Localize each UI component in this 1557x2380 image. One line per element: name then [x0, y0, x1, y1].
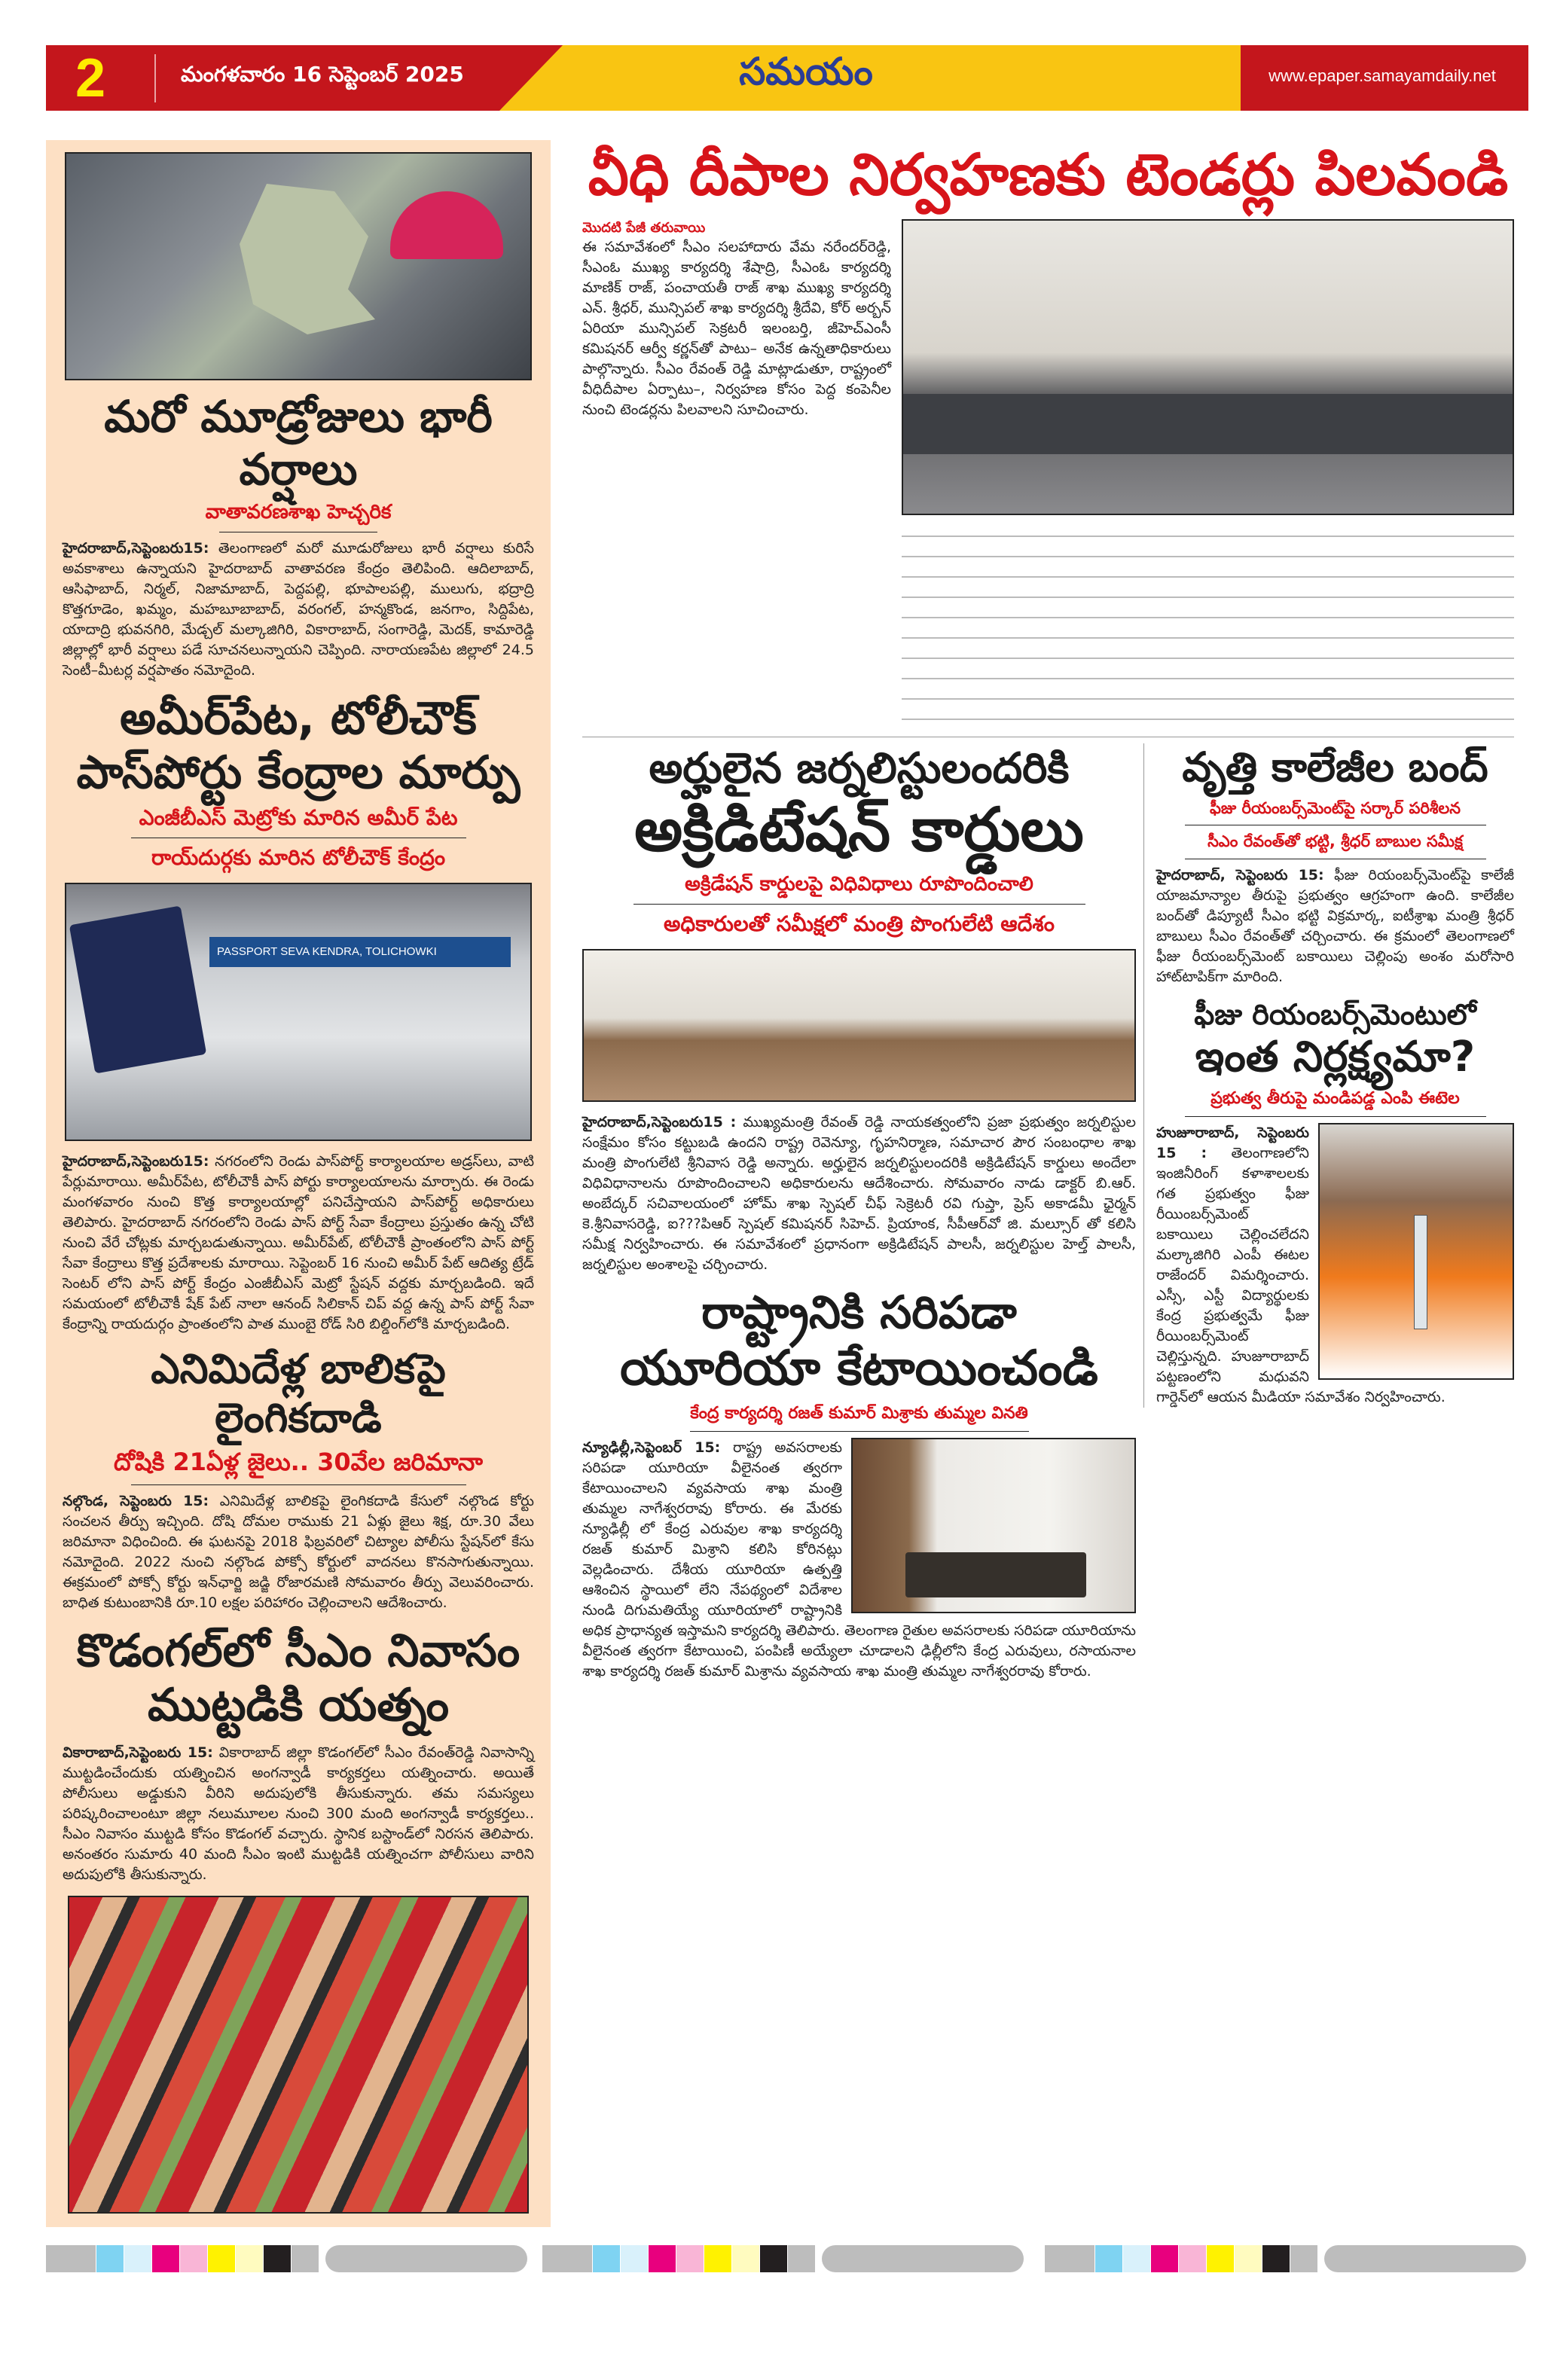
color-swatch [1179, 2245, 1206, 2272]
streetlights-story [582, 219, 1514, 726]
main-news-area [582, 140, 1514, 1682]
etela-headline-1: ఫీజు రియంబర్స్‌మెంటులో [1194, 997, 1476, 1031]
urea-meeting-photo [851, 1438, 1136, 1613]
color-swatch [46, 2245, 96, 2272]
streetlights-meeting-photo [902, 219, 1514, 515]
color-swatch [732, 2245, 759, 2272]
rain-photo [65, 152, 532, 380]
etela-headline-2: ఇంత నిర్లక్ష్యమా? [1195, 1033, 1476, 1082]
journalists-body [582, 1112, 1136, 1275]
urea-subhead: కేంద్ర కార్యదర్శి రజత్ కుమార్ మిశ్రాకు తుమ్మల వినతి [690, 1404, 1028, 1423]
streetlights-body: ఈ సమావేశంలో సీఎం సలహాదారు వేమ నరేందర్‌రెడ్డి, సీఎంఓ ముఖ్య కార్యదర్శి శేషాద్రి, సీఎంఓ కార్యదర్శి మాణిక్ రాజ్, పంచాయతీ రాజ్ శాఖ ముఖ్య కార్యదర్శి ఎన్. శ్రీధర్, మున్సిపల్ శాఖ కార్యదర్శి శ్రీదేవి, కోర్ అర్బన్ ఏరియా మున్సిపల్ సెక్రటరీ ఇలంబర్తి, జీహెచ్ఎంసీ కమిషనర్ ఆర్వీ కర్ణన్‌తో పాటు– అనేక ఉన్నతాధికారులు పాల్గొన్నారు. సీఎం రేవంత్ రెడ్డి మాట్లాడుతూ, రాష్ట్రంలో వీధిదీపాల ఏర్పాటు–, నిర్వహణ కోసం పెద్ద కంపెనీల నుంచి టెండర్లను పిలవాలని సూచించారు. [582, 238, 891, 418]
passport-office-photo [65, 883, 532, 1141]
colleges-dateline: హైదరాబాద్, సెప్టెంబరు 15: [1156, 866, 1324, 883]
etela-dateline: హుజూరాబాద్, సెప్టెంబరు 15 : [1156, 1124, 1309, 1161]
divider [1185, 1116, 1486, 1117]
color-swatch [1045, 2245, 1094, 2272]
color-swatch [124, 2245, 151, 2272]
journalists-headline-1: అర్హులైన జర్నలిస్టులందరికి [649, 744, 1070, 794]
urea-headline-2: యూరియా కేటాయించండి [620, 1340, 1098, 1396]
epaper-url[interactable]: www.epaper.samayamdaily.net [1268, 66, 1496, 85]
passport-subhead-2: రాయ్‌దుర్గకు మారిన టోలీచౌక్ కేంద్రం [151, 845, 446, 871]
color-swatch [1235, 2245, 1262, 2272]
color-swatch [1123, 2245, 1150, 2272]
rains-body [63, 539, 534, 681]
issue-date: మంగళవారం 16 సెప్టెంబర్ 2025 [181, 62, 464, 87]
journalists-review-photo [582, 949, 1136, 1102]
left-sidebar [46, 140, 551, 2227]
color-swatch [1095, 2245, 1122, 2272]
middle-column [582, 743, 1143, 1682]
passport-dateline: హైదరాబాద్,సెప్టెంబరు15: [63, 1152, 209, 1170]
etela-body [1156, 1123, 1514, 1408]
color-swatch [152, 2245, 179, 2272]
color-registration-strip [46, 2245, 1557, 2272]
coffee-table-shape [905, 1552, 1086, 1597]
rains-text: తెలంగాణలో మరో మూడురోజులు భారీ వర్షాలు కురిసే అవకాశాలు ఉన్నాయని హైదరాబాద్ వాతావరణ కేంద్రం తెలిపింది. ఆదిలాబాద్, ఆసిఫాబాద్, నిర్మల్, నిజామాబాద్, పెద్దపల్లి, భూపాలపల్లి, ములుగు, భద్రాద్రి కొత్తగూడెం, ఖమ్మం, మహబూబాబాద్, వరంగల్, హన్మకొండ, జనగాం, సిద్దిపేట, యాదాద్రి భువనగిరి, మేడ్చల్ మల్కాజిగిరి, వికారాబాద్, సంగారెడ్డి, మెదక్, కామారెడ్డి జిల్లాల్లో భారీ వర్షాలు పడే సూచనలున్నాయని చెప్పింది. నారాయణపేట జిల్లాలో 24.5 సెంటీ–మీటర్ల వర్షపాతం నమోదైంది. [63, 539, 534, 679]
assault-text: ఎనిమిదేళ్ల బాలికపై లైంగికదాడి కేసులో నల్గొండ కోర్టు సంచలన తీర్పు ఇచ్చింది. దోషి దోమల రాముకు 21 ఏళ్లు జైలు శిక్ష, రూ.30 వేలు జరిమానా విధించింది. ఈ ఘటనపై 2018 ఫిబ్రవరిలో చిట్యాల పోలీసు స్టేషన్‌లో కేసు నమోదైంది. 2022 నుంచి నల్గొండ పోక్సో కోర్టులో వాదనలు కొనసాగుతున్నాయి. ఈక్రమంలో పోక్సో కోర్టు ఇన్‌ఛార్జి జడ్జి రోజారమణి సోమవారం తీర్పు వెలువరించారు. బాధిత కుటుంబానికి రూ.10 లక్షల పరిహారం చెల్లించాలని ఆదేశించారు. [63, 1492, 534, 1611]
colleges-text: ఫీజు రియంబర్స్‌మెంట్‌పై కాలేజీ యాజమాన్యాల తీరుపై ప్రభుత్వం ఆగ్రహంగా ఉంది. కాలేజీల బంద్‌తో డిప్యూటీ సీఎం భట్టి విక్రమార్క, ఐటీశ్రాఖ మంత్రి శ్రీధర్ బాబులు సీఎం రేవంత్‌తో చర్చించారు. ఈ క్రమంలో తెలంగాణలో ఫీజు రీయంబర్స్‌మెంట్ బకాయిలు చెల్లింపు అంశం మరోసారి హాట్‌టాపిక్‌గా మారింది. [1156, 866, 1514, 985]
masthead-logo: సమయం [739, 50, 873, 93]
urea-body [582, 1438, 1136, 1682]
kodangal-headline: కొడంగల్‌లో సీఎం నివాసం ముట్టడికి యత్నం [76, 1624, 521, 1732]
streetlights-photo-column [902, 219, 1514, 726]
passport-text: నగరంలోని రెండు పాస్‌పోర్ట్ కార్యాలయాల అడ్రస్‌లు, వాటి పేర్లుమారాయి. అమీర్‌పేట, టోలీచౌకీ పాస్ పోర్టు కార్యాలయాలను మార్చారు. ఈ రెండు మంగళవారం నుంచి కొత్త కార్యాలయాల్లో పనిచేస్తాయని పాస్‌పోర్ట్ అధికారులు తెలిపారు. హైదరాబాద్ నగరంలోని రెండు పాస్ పోర్ట్ సేవా కేంద్రాలు ప్రస్తుతం ఉన్న చోటి నుంచి వేరే చోట్లకు మార్చబడుతున్నాయి. అమీర్‌పేట్, టోలీచౌకీ ప్రాంతంలోని పాస్ పోర్ట్ సేవా కేంద్రాలు కొత్త ప్రదేశాలకు మారాయి. సెప్టెంబర్ 16 నుంచి అమీర్ పేట్ ఆదిత్య ట్రేడ్ సెంటర్ లోని పాస్ పోర్ట్ కేంద్రం ఎంజీబీఎస్ మెట్రో స్టేషన్ వద్దకు మార్చబడింది. ఇదే సమయంలో టోలీచౌకీ షేక్ పేట్ నాలా ఆనంద్ సిలికాన్ చిప్ వద్ద ఉన్న పాస్ పోర్ట్ సేవా కేంద్రాన్ని రాయదుర్గం ప్రాంతంలోని పాత ముంబై రోడ్ సిరి బిల్డింగ్‌లోకి మార్చబడింది. [63, 1152, 535, 1332]
journalists-dateline: హైదరాబాద్,సెప్టెంబరు15 : [582, 1113, 737, 1130]
passport-headline: అమీర్‌పేట, టోలీచౌక్ పాస్‌పోర్టు కేంద్రాల మార్పు [76, 691, 521, 799]
assault-dateline: నల్గొండ, సెప్టెంబరు 15: [63, 1492, 209, 1509]
journalists-text: ముఖ్యమంత్రి రేవంత్ రెడ్డి నాయకత్వంలోని ప్రజా ప్రభుత్వం జర్నలిస్టుల సంక్షేమం కోసం కట్టుబడి ఉందని రాష్ట్ర రెవెన్యూ, గృహనిర్మాణ, సమాచార పౌర సంబంధాల శాఖ మంత్రి పొంగులేటి శ్రీనివాస రెడ్డి అన్నారు. అర్హులైన జర్నలిస్టులందరికి అక్రిడిటేషన్ కార్డులు అందేలా విధివిధానాలను రూపొందించాలని అధికారులను ఆదేశించారు. సోమవారం నాడు డాక్టర్ బి.ఆర్. అంబేద్కర్ సచివాలయంలో హోమ్ శాఖ స్పెషల్ చీఫ్ సెక్రెటరీ రవి గుప్తా, ప్రెస్ అకాడమీ ఛైర్మన్ కె.శ్రీనివాసరెడ్డి, ఐ???పిఆర్ స్పెషల్ కమిషనర్ సిహెచ్. ప్రియాంక, సీపీఆర్‌వో జి. మల్సూర్ తో కలిసి సమీక్ష నిర్వహించారు. ఈ సమావేశంలో ప్రధానంగా అక్రిడిటేషన్ పాలసీ, జర్నలిస్టుల హెల్త్ పాలసీ, జర్నలిస్టుల అంశాలపై చర్చించారు. [582, 1113, 1136, 1273]
kodangal-body [63, 1743, 534, 1885]
assault-subhead: దోషికి 21ఏళ్ల జైలు.. 30వేల జరిమానా [113, 1448, 484, 1477]
gray-registration-pill [325, 2245, 527, 2272]
urea-text: రాష్ట్ర అవసరాలకు సరిపడా యూరియా వీలైనంత త్వరగా కేటాయించాలని వ్యవసాయ శాఖ మంత్రి తుమ్మల నాగేశ్వరరావు కోరారు. ఈ మేరకు న్యూఢిల్లీ లో కేంద్ర ఎరువుల శాఖ కార్యదర్శి రజత్ కుమార్ మిశ్రాని కలిసి కోరినట్లు వెల్లడించారు. దేశీయ యూరియా ఉత్పత్తి ఆశించిన స్థాయిలో లేని నేపథ్యంలో విదేశాల నుండి దిగుమతియ్యే యూరియాలో రాష్ట్రానికి అధిక ప్రాధాన్యత ఇస్తామని కార్యదర్శి తెలిపారు. తెలంగాణ రైతుల అవసరాలకు సరిపడా యూరియాను వీలైనంత త్వరగా కేటాయించి, పంపిణీ అయ్యేలా చూడాలని ఢిల్లీలోని కేంద్ర ఎరువులు, రసాయనాల శాఖ కార్యదర్శి రజత్ కుమార్ మిశ్రాను వ్యవసాయ శాఖ మంత్రి తుమ్మల నాగేశ్వరరావు కోరారు. [582, 1439, 1136, 1680]
journalists-subhead-1: అక్రిడేషన్ కార్డులపై విధివిధాలు రూపొందించాలి [685, 873, 1033, 896]
color-swatch [649, 2245, 676, 2272]
right-column [1143, 743, 1514, 1408]
rains-dateline: హైదరాబాద్,సెప్టెంబరు15: [63, 539, 209, 557]
color-swatch [96, 2245, 124, 2272]
color-swatch [593, 2245, 620, 2272]
colleges-subhead-2: సీఎం రేవంత్‌తో భట్టి, శ్రీధర్ బాబుల సమీక్ష [1207, 832, 1463, 851]
color-swatch [292, 2245, 319, 2272]
etela-speaking-photo [1318, 1123, 1514, 1380]
anganwadi-protest-photo [68, 1896, 529, 2214]
color-swatch [788, 2245, 815, 2272]
conference-table-shape [903, 394, 1514, 454]
urea-headline-1: రాష్ట్రానికి సరిపడా [701, 1286, 1017, 1339]
umbrella-shape [390, 191, 503, 259]
divider [131, 1484, 466, 1485]
color-swatch [236, 2245, 263, 2272]
journalists-headline-2: అక్రిడిటేషన్ కార్డులు [634, 795, 1084, 865]
colleges-headline: వృత్తి కాలేజీల బంద్ [1182, 743, 1488, 792]
kodangal-text: వికారాబాద్ జిల్లా కొడంగల్‌లో సీఎం రేవంత్‌రెడ్డి నివాసాన్ని ముట్టడించేందుకు యత్నించిన అంగన్వాడీ కార్యకర్తలు యత్నించారు. అయితే పోలీసులు అడ్డుకుని వీరిని అదుపులోకి తీసుకున్నారు. తమ సమస్యలు పరిష్కరించాలంటూ జిల్లా నలుమూలల నుంచి 300 మంది అంగన్వాడీ కార్యకర్తలు.. సీఎం నివాసం ముట్టడి కోసం కొడంగల్ వచ్చారు. స్థానిక బస్టాండ్‌లో నిరసన తెలిపారు. అనంతరం సుమారు 40 మంది సీఎం ఇంటి ముట్టడికి యత్నించగా పోలీసులు వారిని అదుపులోకి తీసుకున్నారు. [63, 1744, 535, 1883]
color-swatch [542, 2245, 592, 2272]
color-swatch [1151, 2245, 1178, 2272]
header-divider [154, 54, 156, 102]
passport-booklet-icon [69, 905, 206, 1073]
color-swatch [1262, 2245, 1290, 2272]
passport-subhead-1: ఎంజీబీఎస్ మెట్రోకు మారిన అమీర్ పేట [139, 804, 458, 830]
divider [690, 1431, 1029, 1432]
color-swatch [1290, 2245, 1317, 2272]
streetlights-text-column [582, 219, 891, 726]
lower-columns [582, 737, 1514, 1682]
microphone-shape [1414, 1215, 1427, 1329]
streetlights-continuation-text [902, 523, 1514, 726]
kodangal-dateline: వికారాబాద్,సెప్టెంబరు 15: [63, 1744, 213, 1761]
gray-registration-pill [1324, 2245, 1526, 2272]
etela-text: తెలంగాణలోని ఇంజినీరింగ్ కళాశాలలకు గత ప్రభుత్వం ఫీజు రీయింబర్స్‌మెంట్ బకాయిలు చెల్లించలేదని మల్కాజిగిరి ఎంపీ ఈటల రాజేందర్ విమర్శించారు. ఎస్సీ, ఎస్టీ విద్యార్థులకు కేంద్ర ప్రభుత్వమే ఫీజు రీయింబర్స్‌మెంట్ చెల్లిస్తున్నది. హుజూరాబాద్ పట్టణంలోని మధువని గార్డెన్‌లో ఆయన మీడియా సమావేశం నిర్వహించారు. [1156, 1144, 1446, 1405]
journalists-subhead-2: అధికారులతో సమీక్షలో మంత్రి పొంగులేటి ఆదేశం [664, 911, 1055, 937]
streetlights-headline: వీధి దీపాల నిర్వహణకు టెండర్లు పిలవండి [588, 141, 1509, 208]
colleges-body [1156, 865, 1514, 987]
color-swatch [180, 2245, 207, 2272]
page-number: 2 [75, 48, 106, 108]
color-swatch [208, 2245, 235, 2272]
color-swatch [676, 2245, 704, 2272]
color-swatch [1207, 2245, 1234, 2272]
rains-subhead: వాతావరణశాఖ హెచ్చరిక [205, 501, 392, 524]
etela-subhead: ప్రభుత్వ తీరుపై మండిపడ్డ ఎంపి ఈటెల [1210, 1089, 1460, 1109]
assault-headline: ఎనిమిదేళ్ల బాలికపై లైంగికదాడి [151, 1344, 446, 1442]
streetlights-kicker: మొదటి పేజీ తరువాయి [582, 220, 706, 236]
urea-dateline: న్యూఢిల్లీ,సెప్టెంబర్ 15: [582, 1439, 721, 1456]
gray-registration-pill [822, 2245, 1024, 2272]
assault-body [63, 1491, 534, 1613]
divider [633, 904, 1085, 905]
passport-sign: PASSPORT SEVA KENDRA, TOLICHOWKI [209, 937, 511, 967]
color-swatch [704, 2245, 731, 2272]
rains-headline: మరో మూడ్రోజులు భారీ వర్షాలు [104, 391, 493, 495]
telangana-map-shape [240, 184, 375, 334]
passport-body [63, 1152, 534, 1335]
color-swatch [621, 2245, 648, 2272]
colleges-subhead-1: ఫీజు రీయంబర్స్‌మెంట్‌పై సర్కార్ పరిశీలన [1209, 798, 1461, 817]
color-swatch [264, 2245, 291, 2272]
color-swatch [760, 2245, 787, 2272]
